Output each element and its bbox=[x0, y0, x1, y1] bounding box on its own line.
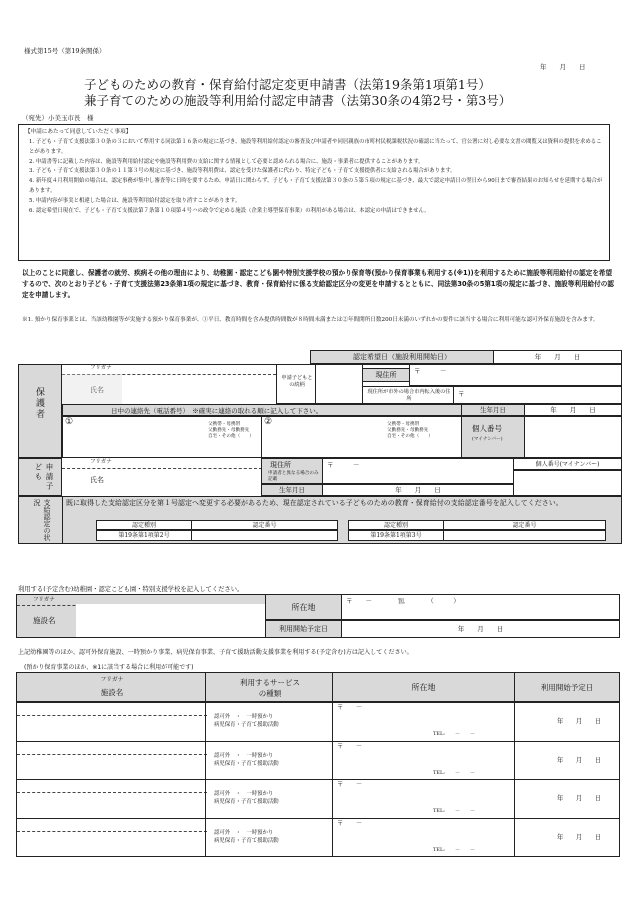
service-type-line: 病児保育・子育て援助活動 bbox=[214, 760, 279, 767]
child-furigana-label: フリガナ bbox=[90, 459, 112, 465]
table-row bbox=[16, 818, 620, 857]
service-type-line: 病児保育・子育て援助活動 bbox=[214, 799, 279, 805]
start-date-field[interactable]: 年 月 日 bbox=[341, 620, 620, 638]
service-postal: 〒 － bbox=[337, 704, 363, 711]
service-type-line: 認可外 ・ 一時預かり bbox=[214, 714, 274, 720]
service-facility-field[interactable] bbox=[16, 702, 206, 742]
id-number-label: 個人番号 bbox=[472, 424, 502, 433]
outside-city-address-field[interactable] bbox=[453, 386, 622, 404]
child-address-label-cell bbox=[261, 458, 323, 484]
title-line-2: 兼子育てのための施設等利用給付認定申請書（法第30条の4第2号・第3号） bbox=[84, 93, 512, 108]
desired-date-field[interactable]: 年 月 日 bbox=[493, 350, 622, 364]
service-location-field[interactable] bbox=[332, 818, 515, 858]
cert-no-2-field[interactable] bbox=[443, 530, 606, 541]
current-address-label: 現住所 bbox=[362, 368, 410, 382]
service-start-field[interactable] bbox=[514, 702, 620, 742]
col-start-header: 利用開始予定日 bbox=[514, 672, 620, 702]
service-location-field[interactable] bbox=[332, 741, 515, 781]
name-label-bg bbox=[62, 374, 122, 404]
name-label: 氏名 bbox=[90, 386, 104, 394]
consent-heading: 【申請にあたって同意していただく事項】 bbox=[25, 129, 132, 135]
table-row bbox=[16, 702, 620, 741]
addressee: （宛先）小美玉市長 様 bbox=[22, 114, 94, 122]
service-furigana-line bbox=[17, 742, 207, 755]
cert-type-header: 認定種別 bbox=[96, 520, 192, 530]
guardian-id-field[interactable] bbox=[524, 416, 622, 458]
status-text: 既に取得した支給認定区分を第１号認定へ変更する必要があるため、現在認定されている子どものための教育・保育給付の支給認定番号を記入してください。 bbox=[66, 499, 563, 507]
service-date: 年 月 日 bbox=[557, 833, 602, 841]
guardian-id-label-cell bbox=[461, 416, 525, 458]
consent-item: 2. 申請書等に記載した内容は、施設等利用給付認定や施設等利用費の支給に関する情報として必要と認められる場合に、施設・事業者に提供することがあります。 bbox=[29, 158, 424, 165]
col-facility-header bbox=[16, 672, 206, 702]
cert-no-header: 認定番号 bbox=[191, 520, 338, 530]
status-label-cell bbox=[18, 496, 63, 544]
service-tel: TEL: － － bbox=[433, 769, 475, 776]
service-postal: 〒 － bbox=[337, 742, 363, 750]
col-name: 施設名 bbox=[100, 688, 124, 697]
consent-list bbox=[29, 138, 603, 216]
table-row bbox=[16, 779, 620, 818]
col-location-header: 所在地 bbox=[332, 672, 515, 702]
section2-heading: 利用する(予定含む)幼稚園・認定こども園・特別支援学校を記入してください。 bbox=[18, 586, 244, 593]
furigana-label: フリガナ bbox=[90, 365, 112, 371]
child-name-label: 氏名 bbox=[90, 476, 104, 484]
child-address-label: 現住所 bbox=[270, 461, 291, 469]
child-name-cell[interactable] bbox=[62, 468, 263, 497]
contact-kind: 自宅・その他（ ） bbox=[208, 434, 254, 439]
cert-type-2: 第19条第1項第3号 bbox=[348, 530, 444, 541]
contact-kind: 父携帯・母携帯 bbox=[208, 422, 241, 427]
service-type-line: 病児保育・子育て援助活動 bbox=[214, 722, 279, 728]
start-date-label: 利用開始予定日 bbox=[265, 620, 342, 638]
id-number-sub: (マイナンバー) bbox=[472, 437, 503, 442]
child-birthdate-label: 生年月日 bbox=[261, 484, 323, 496]
relation-field[interactable] bbox=[315, 364, 363, 404]
date-line: 年 月 日 bbox=[540, 63, 586, 71]
col-furigana: フリガナ bbox=[100, 677, 124, 683]
service-date: 年 月 日 bbox=[557, 795, 602, 802]
service-type-field[interactable] bbox=[205, 818, 333, 858]
title-line-1: 子どものための教育・保育給付認定変更申請書（法第19条第1項第1号） bbox=[84, 77, 491, 92]
service-start-field[interactable] bbox=[514, 779, 620, 819]
facility-furigana-label: フリガナ bbox=[33, 597, 55, 603]
facility-name-field[interactable] bbox=[76, 604, 265, 637]
service-start-field[interactable] bbox=[514, 818, 620, 858]
child-address-field[interactable] bbox=[322, 458, 514, 484]
outside-city-label: 現住所が市外の場合市内転入後の住所 bbox=[367, 389, 451, 402]
child-label-cell bbox=[18, 458, 62, 496]
service-type-field[interactable] bbox=[205, 702, 333, 742]
outside-city-label-cell bbox=[362, 386, 454, 404]
service-type-line: 病児保育・子育て援助活動 bbox=[214, 837, 279, 844]
service-date: 年 月 日 bbox=[557, 756, 602, 764]
facility-form bbox=[16, 594, 620, 638]
service-postal: 〒 － bbox=[337, 781, 363, 788]
contact-label: 日中の連絡先（電話番号） ※確実に連絡の取れる順に記入して下さい。 bbox=[111, 407, 323, 415]
service-facility-field[interactable] bbox=[16, 818, 206, 858]
section3-subheading: (預かり保育事業のほか、※1に該当する場合に利用が可能です) bbox=[24, 664, 194, 671]
col-service-header bbox=[205, 672, 333, 702]
service-furigana-line bbox=[17, 780, 207, 793]
contact-kind: 父勤務先・母勤務先 bbox=[208, 428, 250, 433]
contact-kind: 父勤務先・母勤務先 bbox=[387, 428, 429, 433]
col-service-2: の種類 bbox=[258, 689, 282, 698]
service-tel: TEL: － － bbox=[433, 808, 475, 814]
contact-2-field[interactable] bbox=[261, 416, 462, 458]
postal-mark-short: 〒 bbox=[458, 390, 465, 398]
cert-no-header: 認定番号 bbox=[443, 520, 606, 530]
service-tel: TEL: － － bbox=[433, 846, 475, 853]
service-type-field[interactable] bbox=[205, 779, 333, 819]
service-type-field[interactable] bbox=[205, 741, 333, 781]
consent-item: 4. 新年度４月利用開始の場合は、認定事務が集中し審査等に日時を要するため、申請日に関わらず、子ども・子育て支援法第３０条の５第５項の規定に基づき、最大で認定申請日の翌日から90日まで審査結果のお知らせを延期する場合があります。 bbox=[29, 178, 603, 194]
guardian-label-cell bbox=[18, 364, 62, 458]
application-statement: 以上のことに同意し、保護者の就労、疾病その他の理由により、幼稚園・認定こども園や特別支援学校の預かり保育等(預かり保育事業も利用する(※1))を利用するために施設等利用給付の認定を希望するので、次のとおり子ども・子育て支援法第23条第1項の規定に基づき、教育・保育給付に係る支給認定区分の変更を申請するとともに、同法第30条の5第1項の規定に基づき、施設等利用給付の認定を申請します。 bbox=[22, 269, 614, 299]
location-value: 〒 － ℡ （ ） bbox=[346, 597, 460, 605]
service-tel: TEL: － － bbox=[433, 731, 475, 737]
service-location-field[interactable] bbox=[332, 779, 515, 819]
contact-1-mark: ① bbox=[65, 417, 74, 427]
consent-item: 1. 子ども・子育て支援法第３０条の３において準用する同法第１６条の規定に基づき、施設等利用給付認定の審査及び申請者や同居親族の市町村民税課税状況の確認に当たって、官公署に対し必要な文書の閲覧又は資料の提供を求めることがあります。 bbox=[29, 139, 602, 155]
col-service-1: 利用するサービス bbox=[240, 678, 300, 687]
child-address-note: 申請者と異なる場合のみ記載 bbox=[268, 471, 319, 482]
status-label: 支給認定の状況 bbox=[33, 499, 51, 541]
contact-2-mark: ② bbox=[264, 417, 273, 427]
main-form bbox=[18, 350, 622, 544]
location-label: 所在地 bbox=[265, 594, 342, 620]
service-type-line: 認可外 ・ 一時預かり bbox=[214, 791, 274, 797]
service-facility-field[interactable] bbox=[16, 741, 206, 781]
cert-no-1-field[interactable] bbox=[191, 530, 338, 541]
service-type-line: 認可外 ・ 一時預かり bbox=[214, 829, 274, 836]
desired-date-label: 認定希望日（施設利用開始日） bbox=[310, 350, 494, 364]
birthdate-field[interactable]: 年 月 日 bbox=[524, 404, 622, 416]
birthdate-label: 生年月日 bbox=[461, 404, 525, 416]
section3-heading: 上記幼稚園等のほか、認可外保育施設、一時預かり事業、病児保育事業、子育て援助活動支援事業を利用する(予定含む)方は記入してください。 bbox=[18, 649, 413, 656]
child-birthdate-field[interactable]: 年 月 日 bbox=[322, 484, 514, 496]
table-row bbox=[16, 741, 620, 780]
relation-label-cell bbox=[276, 364, 316, 404]
contact-label-cell bbox=[62, 404, 462, 416]
consent-item: 6. 認定希望日現在で、子ども・子育て支援法第７条第１０項第４号ハの政令で定める施設（企業主導型保育事業）の利用がある場合は、本認定の申請はできません。 bbox=[29, 207, 430, 214]
facility-name-label: 施設名 bbox=[33, 616, 56, 625]
location-field[interactable] bbox=[341, 594, 620, 620]
service-start-field[interactable] bbox=[514, 741, 620, 781]
consent-item: 5. 申請内容が事実と相違した場合は、施設等利用給付認定を取り消すことがあります。 bbox=[29, 197, 241, 204]
child-id-field[interactable] bbox=[513, 470, 622, 496]
note-1: ※1. 預かり保育事業とは、当該幼稚園等が実施する預かり保育事業が、①平日、教育時間を含み提供時間数が８時間未満または②年間開所日数200日未満のいずれかの要件に該当する場合に利用可能な認可外保育施設を含みます。 bbox=[22, 317, 599, 323]
child-label: 申請子ども bbox=[34, 463, 54, 492]
contact-kind: 父携帯・母携帯 bbox=[387, 422, 420, 427]
service-furigana-line bbox=[17, 819, 207, 832]
consent-box bbox=[18, 124, 610, 261]
service-facility-field[interactable] bbox=[16, 779, 206, 819]
postal-mark: 〒 － bbox=[414, 367, 447, 375]
service-date: 年 月 日 bbox=[557, 718, 602, 725]
guardian-label: 保護者 bbox=[34, 387, 44, 420]
form-number: 様式第15号（第19条関係） bbox=[24, 47, 106, 55]
consent-item: 3. 子ども・子育て支援法第３０条の１１第３号の規定に基づき、施設等利用費は、認定を受けた保護者に代わり、特定子ども・子育て支援提供者に支給される場合があります。 bbox=[29, 168, 456, 175]
service-location-field[interactable] bbox=[332, 702, 515, 742]
child-id-label: 個人番号(マイナンバー) bbox=[513, 458, 622, 470]
cert-type-header: 認定種別 bbox=[348, 520, 444, 530]
contact-1-field[interactable] bbox=[62, 416, 262, 458]
service-type-line: 認可外 ・ 一時預かり bbox=[214, 752, 274, 759]
service-postal: 〒 － bbox=[337, 819, 363, 827]
contact-kind: 自宅・その他（ ） bbox=[387, 434, 433, 439]
current-address-field[interactable] bbox=[409, 364, 622, 386]
cert-type-1: 第19条第1項第2号 bbox=[96, 530, 192, 541]
child-postal-mark: 〒 － bbox=[327, 461, 360, 469]
relation-label: 申請子どもとの続柄 bbox=[281, 375, 313, 388]
service-furigana-line bbox=[17, 703, 207, 716]
